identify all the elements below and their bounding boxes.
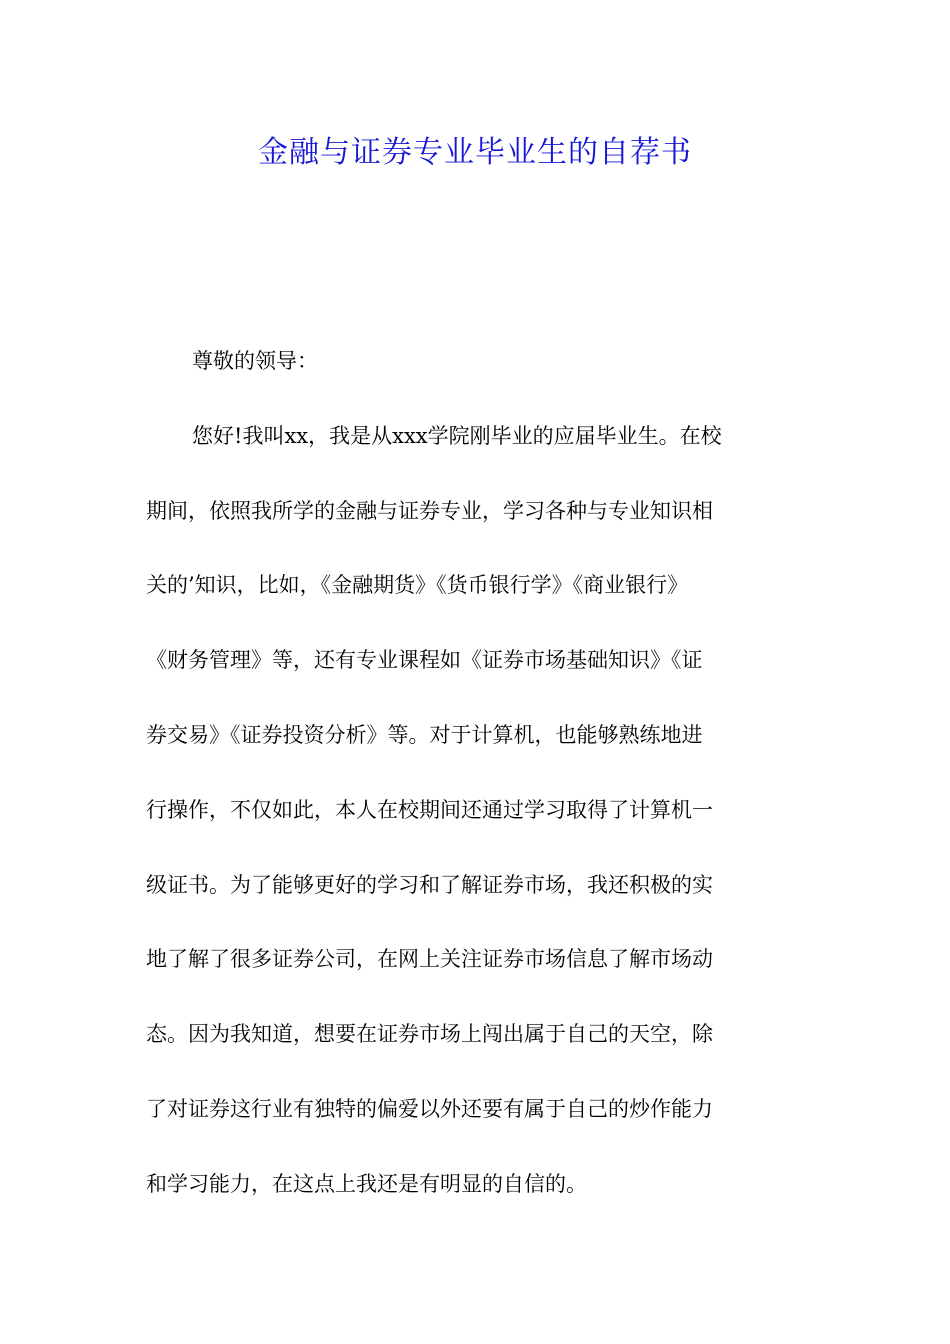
- body-line: 了对证券这行业有独特的偏爱以外还要有属于自己的炒作能力: [146, 1096, 713, 1121]
- body-line: 期间，依照我所学的金融与证券专业，学习各种与专业知识相: [146, 498, 713, 523]
- body-line: 行操作，不仅如此，本人在校期间还通过学习取得了计算机一: [146, 797, 713, 822]
- body-line: 关的’知识，比如，《金融期货》《货币银行学》《商业银行》: [146, 573, 689, 598]
- salutation-line: 尊敬的领导：: [192, 349, 318, 373]
- body-line: 级证书。为了能够更好的学习和了解证券市场，我还积极的实: [146, 872, 713, 897]
- document-title: 金融与证券专业毕业生的自荐书: [258, 135, 692, 170]
- body-line: 态。因为我知道，想要在证券市场上闯出属于自己的天空，除: [146, 1022, 713, 1047]
- body-line: 地了解了很多证券公司，在网上关注证券市场信息了解市场动: [146, 947, 713, 972]
- body-line: 您好!我叫xx，我是从xxx学院刚毕业的应届毕业生。在校: [192, 423, 722, 448]
- body-line: 券交易》《证券投资分析》等。对于计算机，也能够熟练地进: [146, 722, 703, 747]
- letter-body: [146, 337, 806, 1235]
- body-line: 和学习能力，在这点上我还是有明显的自信的。: [146, 1171, 587, 1196]
- body-line: 《财务管理》等，还有专业课程如《证券市场基础知识》《证: [146, 648, 703, 673]
